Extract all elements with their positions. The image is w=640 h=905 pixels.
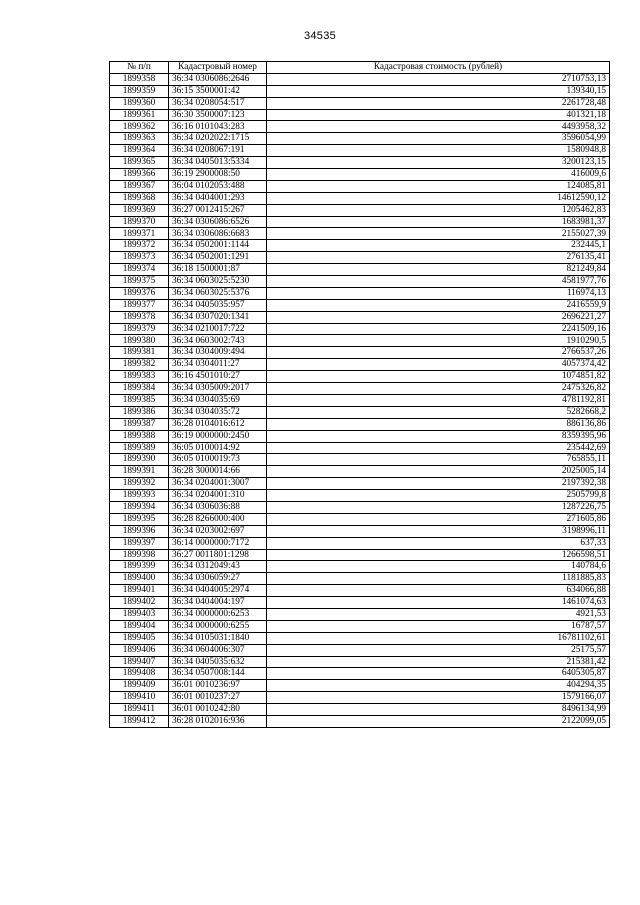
table-row [110,204,610,216]
table-row [110,323,610,335]
table-row [110,525,610,537]
cadastral-number-cell: 36:34 0000000:6253 [169,608,267,620]
cadastral-value-cell: 2416559,9 [267,299,610,311]
cadastral-number-cell: 36:27 0012415:267 [169,204,267,216]
table-row [110,347,610,359]
table-row [110,715,610,727]
table-row [110,680,610,692]
cadastral-number-cell: 36:34 0405035:957 [169,299,267,311]
table-header [110,62,610,74]
cadastral-value-cell: 14612590,12 [267,192,610,204]
cadastral-value-cell: 140784,6 [267,561,610,573]
cadastral-number-cell: 36:19 0000000:2450 [169,430,267,442]
row-number-cell: 1899399 [110,561,169,573]
cadastral-value-cell: 2766537,26 [267,347,610,359]
cadastral-value-cell: 2696221,27 [267,311,610,323]
cadastral-value-cell: 1580948,8 [267,145,610,157]
cadastral-number-cell: 36:34 0204001:310 [169,490,267,502]
row-number-cell: 1899403 [110,608,169,620]
table-row [110,133,610,145]
cadastral-value-cell: 416009,6 [267,169,610,181]
cadastral-number-cell: 36:34 0307020:1341 [169,311,267,323]
row-number-cell: 1899390 [110,454,169,466]
cadastral-number-cell: 36:28 8266000:400 [169,513,267,525]
table-body [110,73,610,727]
row-number-cell: 1899359 [110,85,169,97]
row-number-cell: 1899408 [110,668,169,680]
row-number-cell: 1899384 [110,383,169,395]
row-number-cell: 1899368 [110,192,169,204]
cadastral-number-cell: 36:34 0304009:494 [169,347,267,359]
cadastral-number-cell: 36:34 0105031:1840 [169,632,267,644]
cadastral-number-cell: 36:04 0102053:488 [169,180,267,192]
cadastral-number-cell: 36:34 0306086:6526 [169,216,267,228]
row-number-cell: 1899412 [110,715,169,727]
cadastral-number-cell: 36:34 0404001:293 [169,192,267,204]
cadastral-value-cell: 1579166,07 [267,692,610,704]
row-number-cell: 1899409 [110,680,169,692]
cadastral-number-cell: 36:34 0604006:307 [169,644,267,656]
cadastral-number-cell: 36:34 0603002:743 [169,335,267,347]
table-row [110,537,610,549]
row-number-cell: 1899382 [110,359,169,371]
table-row [110,394,610,406]
cadastral-number-cell: 36:34 0202022:1715 [169,133,267,145]
cadastral-value-cell: 2241509,16 [267,323,610,335]
row-number-cell: 1899378 [110,311,169,323]
row-number-cell: 1899411 [110,704,169,716]
cadastral-value-cell: 2197392,38 [267,478,610,490]
cadastral-number-cell: 36:34 0507008:144 [169,668,267,680]
table-row [110,192,610,204]
cadastral-value-cell: 2261728,48 [267,97,610,109]
cadastral-value-cell: 2505799,8 [267,490,610,502]
row-number-cell: 1899374 [110,264,169,276]
cadastral-number-cell: 36:34 0603025:5230 [169,276,267,288]
table-row [110,513,610,525]
cadastral-number-cell: 36:15 3500001:42 [169,85,267,97]
table-row [110,299,610,311]
row-number-cell: 1899371 [110,228,169,240]
row-number-cell: 1899363 [110,133,169,145]
table-row [110,216,610,228]
cadastral-value-cell: 886136,86 [267,418,610,430]
table-row [110,656,610,668]
row-number-cell: 1899366 [110,169,169,181]
cadastral-number-cell: 36:34 0404005:2974 [169,585,267,597]
cadastral-number-cell: 36:19 2900008:50 [169,169,267,181]
cadastral-value-cell: 8359395,96 [267,430,610,442]
page-number: 34535 [303,30,337,42]
cadastral-value-cell: 8496134,99 [267,704,610,716]
table-row [110,418,610,430]
row-number-cell: 1899364 [110,145,169,157]
cadastral-number-cell: 36:34 0304035:69 [169,394,267,406]
row-number-cell: 1899391 [110,466,169,478]
table-row [110,311,610,323]
row-number-cell: 1899361 [110,109,169,121]
cadastral-value-cell: 5282668,2 [267,406,610,418]
row-number-cell: 1899383 [110,371,169,383]
table-row [110,228,610,240]
row-number-cell: 1899365 [110,157,169,169]
row-number-cell: 1899395 [110,513,169,525]
cadastral-number-cell: 36:34 0203002:697 [169,525,267,537]
cadastral-value-cell: 765855,11 [267,454,610,466]
table-row [110,252,610,264]
row-number-cell: 1899386 [110,406,169,418]
cadastral-number-cell: 36:34 0306059:27 [169,573,267,585]
cadastral-number-cell: 36:34 0306086:6683 [169,228,267,240]
row-number-cell: 1899369 [110,204,169,216]
table-row [110,287,610,299]
table-row [110,585,610,597]
cadastral-number-cell: 36:01 0010237:27 [169,692,267,704]
table-row [110,454,610,466]
cadastral-number-cell: 36:27 0011801:1298 [169,549,267,561]
cadastral-number-cell: 36:34 0502001:1144 [169,240,267,252]
cadastral-value-cell: 2122099,05 [267,715,610,727]
cadastral-number-cell: 36:01 0010236:97 [169,680,267,692]
table-row [110,109,610,121]
table-row [110,573,610,585]
row-number-cell: 1899406 [110,644,169,656]
table-row [110,73,610,85]
cadastral-value-cell: 404294,35 [267,680,610,692]
row-number-cell: 1899373 [110,252,169,264]
header-row-number: № п/п [110,62,169,74]
cadastral-value-cell: 1266598,51 [267,549,610,561]
table-row [110,180,610,192]
cadastral-value-cell: 4781192,81 [267,394,610,406]
cadastral-value-cell: 16781102,61 [267,632,610,644]
row-number-cell: 1899372 [110,240,169,252]
cadastral-value-cell: 271605,86 [267,513,610,525]
row-number-cell: 1899407 [110,656,169,668]
table-row [110,406,610,418]
cadastral-value-cell: 235442,69 [267,442,610,454]
cadastral-value-table [109,61,610,728]
row-number-cell: 1899397 [110,537,169,549]
table-row [110,561,610,573]
cadastral-value-cell: 215381,42 [267,656,610,668]
table-row [110,276,610,288]
cadastral-value-cell: 232445,1 [267,240,610,252]
cadastral-number-cell: 36:34 0000000:6255 [169,620,267,632]
cadastral-value-cell: 25175,57 [267,644,610,656]
cadastral-number-cell: 36:34 0502001:1291 [169,252,267,264]
cadastral-value-cell: 401321,18 [267,109,610,121]
row-number-cell: 1899400 [110,573,169,585]
table-row [110,490,610,502]
table-row [110,442,610,454]
table-row [110,704,610,716]
row-number-cell: 1899376 [110,287,169,299]
cadastral-value-cell: 6405305,87 [267,668,610,680]
row-number-cell: 1899410 [110,692,169,704]
row-number-cell: 1899392 [110,478,169,490]
table-row [110,240,610,252]
header-cadastral-number: Кадастровый номер [169,62,267,74]
cadastral-number-cell: 36:05 0100014:92 [169,442,267,454]
row-number-cell: 1899401 [110,585,169,597]
table-row [110,85,610,97]
row-number-cell: 1899367 [110,180,169,192]
cadastral-number-cell: 36:34 0306086:2646 [169,73,267,85]
table-row [110,359,610,371]
cadastral-number-cell: 36:34 0306036:88 [169,501,267,513]
cadastral-number-cell: 36:14 0000000:7172 [169,537,267,549]
cadastral-value-cell: 1205462,83 [267,204,610,216]
row-number-cell: 1899404 [110,620,169,632]
table-row [110,383,610,395]
cadastral-number-cell: 36:16 0101043:283 [169,121,267,133]
cadastral-number-cell: 36:30 3500007:123 [169,109,267,121]
cadastral-number-cell: 36:16 4501010:27 [169,371,267,383]
table-row [110,632,610,644]
cadastral-value-cell: 821249,84 [267,264,610,276]
cadastral-number-cell: 36:34 0208054:517 [169,97,267,109]
cadastral-value-cell: 4057374,42 [267,359,610,371]
row-number-cell: 1899387 [110,418,169,430]
table-row [110,430,610,442]
cadastral-number-cell: 36:28 3000014:66 [169,466,267,478]
cadastral-number-cell: 36:01 0010242:80 [169,704,267,716]
row-number-cell: 1899405 [110,632,169,644]
cadastral-number-cell: 36:34 0404004:197 [169,597,267,609]
row-number-cell: 1899389 [110,442,169,454]
row-number-cell: 1899393 [110,490,169,502]
table-row [110,371,610,383]
cadastral-value-cell: 4493958,32 [267,121,610,133]
row-number-cell: 1899375 [110,276,169,288]
row-number-cell: 1899402 [110,597,169,609]
table-row [110,466,610,478]
cadastral-number-cell: 36:28 0104016:612 [169,418,267,430]
cadastral-number-cell: 36:34 0405035:632 [169,656,267,668]
cadastral-value-cell: 2025005,14 [267,466,610,478]
cadastral-value-cell: 3596054,99 [267,133,610,145]
row-number-cell: 1899362 [110,121,169,133]
table-row [110,169,610,181]
cadastral-value-cell: 2710753,13 [267,73,610,85]
table-row [110,97,610,109]
cadastral-value-cell: 4581977,76 [267,276,610,288]
cadastral-value-cell: 1074851,82 [267,371,610,383]
cadastral-number-cell: 36:34 0405013:5334 [169,157,267,169]
cadastral-value-cell: 276135,41 [267,252,610,264]
row-number-cell: 1899379 [110,323,169,335]
cadastral-number-cell: 36:34 0603025:5376 [169,287,267,299]
table-row [110,692,610,704]
row-number-cell: 1899396 [110,525,169,537]
cadastral-number-cell: 36:28 0102016:936 [169,715,267,727]
cadastral-value-cell: 1287226,75 [267,501,610,513]
cadastral-number-cell: 36:34 0210017:722 [169,323,267,335]
row-number-cell: 1899358 [110,73,169,85]
row-number-cell: 1899398 [110,549,169,561]
cadastral-value-cell: 16787,57 [267,620,610,632]
table-row [110,145,610,157]
header-row [110,62,610,74]
cadastral-number-cell: 36:34 0304011:27 [169,359,267,371]
table-row [110,478,610,490]
cadastral-value-cell: 637,33 [267,537,610,549]
table-row [110,608,610,620]
table-row [110,668,610,680]
table-row [110,549,610,561]
cadastral-value-cell: 124085,81 [267,180,610,192]
table-row [110,335,610,347]
table-row [110,157,610,169]
cadastral-value-cell: 116974,13 [267,287,610,299]
header-cadastral-value: Кадастровая стоимость (рублей) [267,62,610,74]
cadastral-number-cell: 36:34 0208067:191 [169,145,267,157]
table-row [110,264,610,276]
table-row [110,121,610,133]
row-number-cell: 1899370 [110,216,169,228]
cadastral-value-cell: 139340,15 [267,85,610,97]
cadastral-number-cell: 36:05 0100019:73 [169,454,267,466]
cadastral-value-cell: 4921,53 [267,608,610,620]
table-row [110,501,610,513]
cadastral-value-cell: 2475326,82 [267,383,610,395]
cadastral-number-cell: 36:34 0304035:72 [169,406,267,418]
row-number-cell: 1899380 [110,335,169,347]
cadastral-value-cell: 1181885,83 [267,573,610,585]
row-number-cell: 1899388 [110,430,169,442]
cadastral-value-cell: 634066,88 [267,585,610,597]
row-number-cell: 1899377 [110,299,169,311]
cadastral-value-cell: 1683981,37 [267,216,610,228]
table-row [110,597,610,609]
cadastral-number-cell: 36:18 1500001:87 [169,264,267,276]
cadastral-value-cell: 3198996,11 [267,525,610,537]
row-number-cell: 1899381 [110,347,169,359]
row-number-cell: 1899385 [110,394,169,406]
cadastral-value-cell: 1910290,5 [267,335,610,347]
cadastral-value-cell: 1461074,63 [267,597,610,609]
table-row [110,620,610,632]
cadastral-number-cell: 36:34 0312049:43 [169,561,267,573]
cadastral-value-cell: 3200123,15 [267,157,610,169]
cadastral-number-cell: 36:34 0204001:3007 [169,478,267,490]
table-row [110,644,610,656]
cadastral-number-cell: 36:34 0305009:2017 [169,383,267,395]
cadastral-value-cell: 2155027,39 [267,228,610,240]
row-number-cell: 1899394 [110,501,169,513]
row-number-cell: 1899360 [110,97,169,109]
